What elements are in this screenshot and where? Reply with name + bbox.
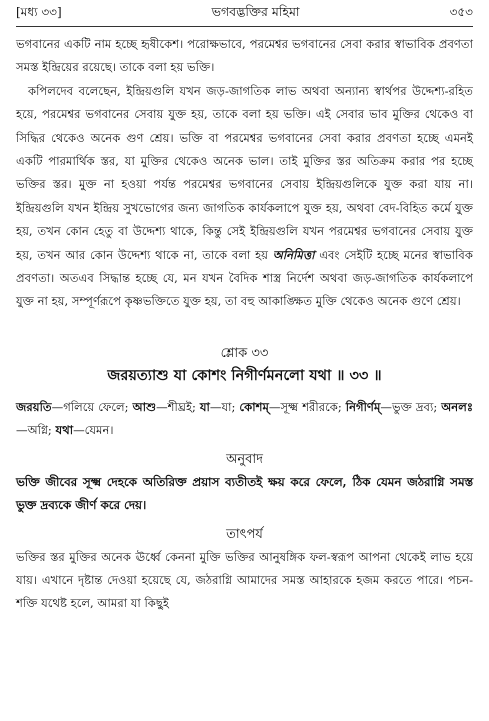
- paragraph-2-end: এবং সেইটি হচ্ছে মনের স্বাভাবিক প্রবণতা। অতএব সিদ্ধান্ত হচ্ছে যে, মন যখন বৈদিক শাস্ত্র নির্দেশ অথবা জড়-জাগতিক কার্যকলাপে যুক্ত না হয়, সম্পূর্ণরূপে কৃষ্ণভক্তিতে যুক্ত হয়, তা বহু আকাঙ্ক্ষিত মুক্তি থেকেও অনেক গুণে শ্রেয়।: [16, 247, 473, 309]
- syn-meaning: ভুক্ত দ্রব্য;: [391, 399, 438, 414]
- translation-block: [16, 471, 473, 518]
- synonyms: জরয়তি—গলিয়ে ফেলে; আশু—শীঘ্রই; যা—যা; কোশম্—সূক্ষ্ম শরীরকে; নিগীর্ণম্—ভুক্ত দ্রব্য; অনলঃ—অগ্নি; যথা—যেমন।: [16, 399, 474, 438]
- header-rule: [16, 26, 473, 27]
- paragraph-1: ভগবানের একটি নাম হচ্ছে হৃষীকেশ। পরোক্ষভাবে, পরমেশ্বর ভগবানের সেবা করার স্বাভাবিক প্রবণতা সমস্ত ইন্দ্রিয়ের রয়েছে। তাকে বলা হয় ভক্তি।: [16, 37, 473, 75]
- translation-title: অনুবাদ: [226, 451, 263, 467]
- page-number: ৩৫৩: [449, 5, 473, 19]
- verse-text: জরয়ত্যাশু যা কোশং নিগীর্ণমনলো যথা ॥ ৩৩ ॥: [107, 366, 382, 384]
- syn-meaning: অগ্নি;: [27, 423, 52, 438]
- verse-label: শ্লোক ৩৩: [220, 345, 269, 361]
- page-header: [16, 4, 473, 26]
- syn-word: অনলঃ: [441, 399, 474, 414]
- syn-meaning: যা;: [221, 399, 236, 414]
- running-title: ভগবদ্ভক্তির মহিমা: [211, 4, 300, 19]
- paragraph-2: [16, 80, 473, 314]
- syn-meaning: গলিয়ে ফেলে;: [63, 399, 129, 414]
- paragraph-2-text: কপিলদেব বলেছেন, ইন্দ্রিয়গুলি যখন জড়-জাগতিক লাভ অথবা অন্যান্য স্বার্থপর উদ্দেশ্য-রহিত হয়ে, পরমেশ্বর ভগবানের সেবায় যুক্ত হয়, তাকে বলা হয় ভক্তি। এই সেবার ভাব মুক্তির থেকেও বা সিদ্ধির থেকেও অনেক গুণ শ্রেয়। ভক্তি বা পরমেশ্বর ভগবানের সেবা করার প্রবণতা হচ্ছে এমনই একটি পারমার্থিক স্তর, যা মুক্তির থেকেও অনেক ভাল। তাই মুক্তির স্তর অতিক্রম করার পর হচ্ছে ভক্তির স্তর। মুক্ত না হওয়া পর্যন্ত পরমেশ্বর ভগবানের সেবায় ইন্দ্রিয়গুলিকে যুক্ত করা যায় না। ইন্দ্রিয়গুলি যখন ইন্দ্রিয় সুখভোগের জন্য জাগতিক কার্যকলাপে যুক্ত হয়, অথবা বেদ-বিহিত কর্মে যুক্ত হয়, তখন কোন হেতু বা উদ্দেশ্য থাকে, কিন্তু সেই ইন্দ্রিয়গুলি যখন পরমেশ্বর ভগবানের সেবায় যুক্ত হয়, তখন আর কোন উদ্দেশ্য থাকে না, তাকে বলা হয়: [16, 83, 473, 262]
- syn-meaning: সূক্ষ্ম শরীরকে;: [280, 399, 342, 414]
- syn-word: কোশম্: [239, 399, 269, 414]
- syn-meaning: যেমন।: [84, 423, 114, 438]
- purport-title: তাৎপর্য: [226, 526, 263, 542]
- syn-word: নিগীর্ণম্: [345, 399, 381, 414]
- syn-word: যথা: [55, 423, 74, 438]
- syn-meaning: শীঘ্রই;: [167, 399, 196, 414]
- syn-word: যা: [199, 399, 210, 414]
- purport-text: ভক্তির স্তর মুক্তির অনেক ঊর্ধ্বে কেননা মুক্তি ভক্তির আনুষঙ্গিক ফল-স্বরূপ আপনা থেকেই লাভ হয়ে যায়। এখানে দৃষ্টান্ত দেওয়া হয়েছে যে, জঠরাগ্নি আমাদের সমস্ত আহারকে হজম করতে পারে। পচন-শক্তি যথেষ্ট হলে, আমরা যা কিছুই: [16, 549, 473, 611]
- syn-word: জরয়তি: [16, 399, 52, 414]
- syn-word: আশু: [132, 399, 157, 414]
- chapter-reference: [মধ্য ৩৩]: [16, 5, 62, 19]
- paragraph-2-emphasis: অনিমিত্তা: [272, 247, 315, 262]
- translation-text: ভক্তি জীবের সূক্ষ্ম দেহকে অতিরিক্ত প্রয়াস ব্যতীতই ক্ষয় করে ফেলে, ঠিক যেমন জঠরাগ্নি সমস্ত ভুক্ত দ্রব্যকে জীর্ণ করে দেয়।: [16, 474, 473, 513]
